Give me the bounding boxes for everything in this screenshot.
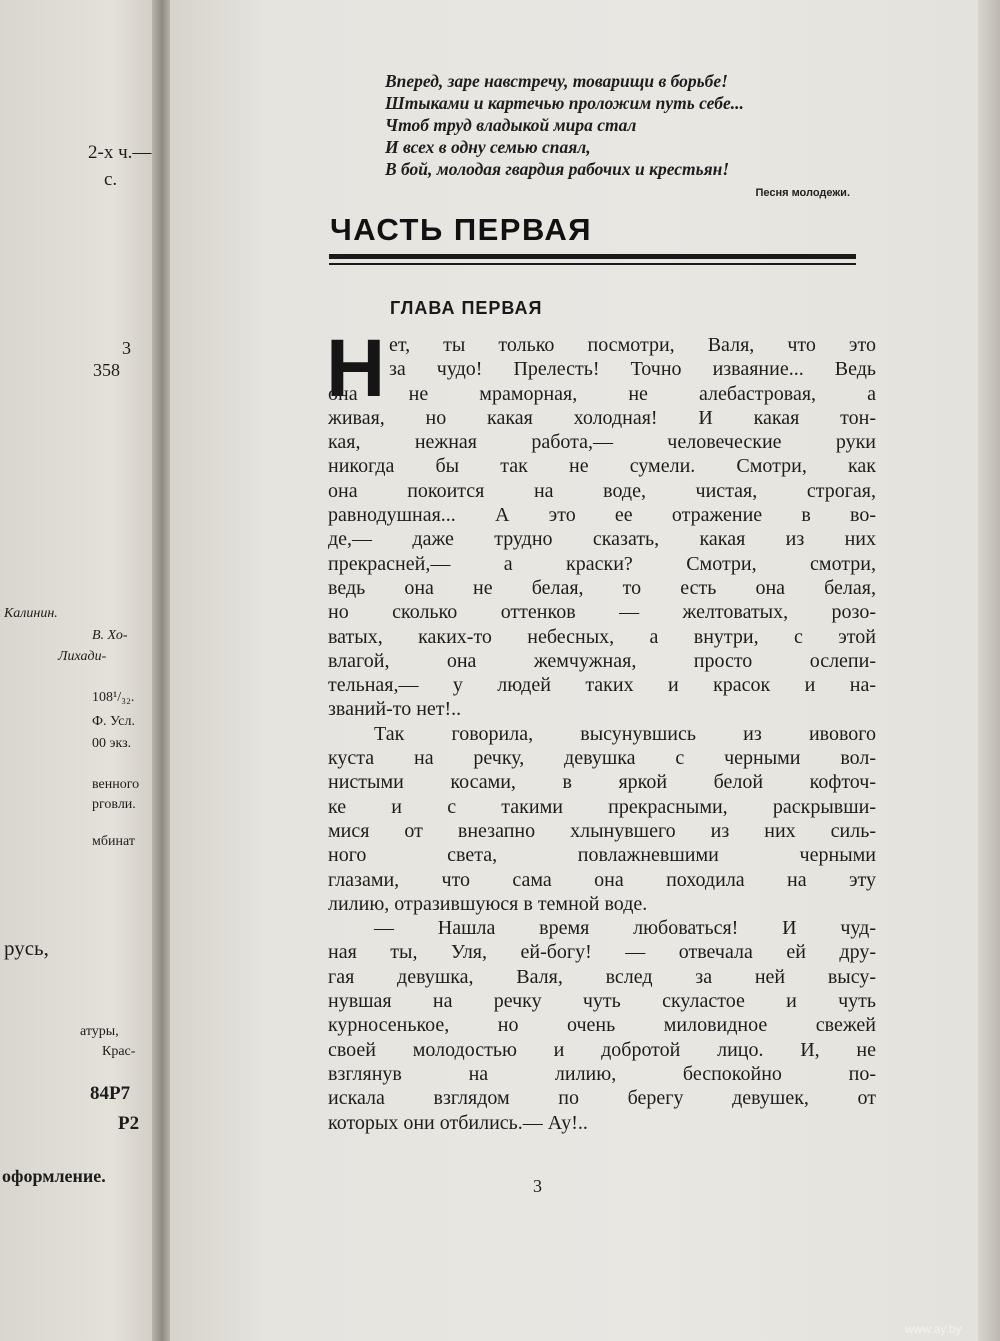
title-rule-thin — [329, 263, 856, 265]
body-line: кая, нежная работа,— человеческие руки — [328, 431, 876, 454]
left-fragment: Ф. Усл. — [92, 714, 135, 729]
body-line: де,— даже трудно сказать, какая из них — [328, 528, 876, 551]
left-fragment: атуры, — [80, 1024, 119, 1039]
drop-cap: Н — [326, 323, 386, 414]
body-line: мися от внезапно хлынувшего из них силь- — [328, 819, 876, 842]
left-fragment: Лихади- — [58, 649, 107, 664]
body-line: ного света, повлажневшими черными — [328, 844, 876, 867]
left-fragment: рговли. — [92, 797, 136, 812]
chapter-title: ГЛАВА ПЕРВАЯ — [390, 298, 543, 318]
left-fragment: 358 — [93, 360, 120, 380]
left-fragment: 84Р7 — [90, 1083, 131, 1104]
body-line: ная ты, Уля, ей-богу! — отвечала ей дру- — [328, 941, 876, 964]
body-line: искала взглядом по берегу девушек, от — [328, 1087, 876, 1110]
body-line: но сколько оттенков — желтоватых, розо- — [328, 601, 876, 624]
left-fragment: В. Хо- — [92, 628, 128, 643]
body-line: она покоится на воде, чистая, строгая, — [328, 479, 876, 502]
body-line: лилию, отразившуюся в темной воде. — [328, 892, 648, 915]
body-line: званий-то нет!.. — [328, 698, 462, 721]
left-fragment: 3 — [122, 338, 131, 358]
title-rule-thick — [329, 254, 856, 259]
body-line: нувшая на речку чуть скуластое и чуть — [328, 990, 876, 1013]
body-line: за чудо! Прелесть! Точно изваяние... Ведь — [389, 358, 876, 381]
body-line: которых они отбились.— Ау!.. — [328, 1111, 588, 1134]
body-line: своей молодостью и добротой лицо. И, не — [328, 1038, 876, 1061]
left-fragment: мбинат — [92, 834, 135, 849]
left-fragment: венного — [92, 777, 140, 792]
epigraph-source: Песня молодежи. — [755, 187, 850, 199]
part-title: ЧАСТЬ ПЕРВАЯ — [330, 212, 592, 247]
body-line: ведь она не белая, то есть она белая, — [328, 576, 876, 599]
epigraph-line: Штыками и картечью проложим путь себе... — [385, 93, 744, 113]
left-page — [0, 0, 160, 1341]
body-line: — Нашла время любоваться! И чуд- — [374, 917, 876, 940]
left-fragment: русь, — [4, 936, 49, 960]
left-fragment: оформление. — [2, 1166, 106, 1186]
watermark: www.ay.by — [905, 1322, 962, 1336]
body-line: тельная,— у людей таких и красок и на- — [328, 674, 876, 697]
body-line: взглянув на лилию, беспокойно по- — [328, 1062, 876, 1085]
body-line: ватых, каких-то небесных, а внутри, с этой — [328, 625, 876, 648]
epigraph-line: Чтоб труд владыкой мира стал — [385, 115, 637, 135]
epigraph-line: Вперед, заре навстречу, товарищи в борьбе! — [385, 71, 728, 91]
body-line: никогда бы так не сумели. Смотри, как — [328, 455, 876, 478]
body-line: ет, ты только посмотри, Валя, что это — [389, 334, 876, 356]
left-fragment: с. — [104, 169, 118, 190]
body-line: живая, но какая холодная! И какая тон- — [328, 406, 876, 429]
epigraph — [385, 70, 865, 180]
body-line: глазами, что сама она походила на эту — [328, 868, 876, 891]
body-line: прекрасней,— а краски? Смотри, смотри, — [328, 552, 876, 575]
body-line: курносенькое, но очень миловидное свежей — [328, 1014, 876, 1037]
left-fragment: Калинин. — [4, 606, 58, 621]
epigraph-line: И всех в одну семью спаял, — [385, 137, 591, 157]
body-line: Так говорила, высунувшись из ивового — [374, 722, 876, 745]
body-line: ке и с такими прекрасными, раскрывши- — [328, 795, 876, 818]
page-edge — [978, 0, 1000, 1341]
left-fragment: Р2 — [118, 1113, 140, 1134]
body-line: она не мраморная, не алебастровая, а — [328, 382, 876, 405]
left-fragment: Крас- — [102, 1044, 136, 1059]
left-fragment: 00 экз. — [92, 736, 132, 751]
left-fragment: 2-х ч.— — [88, 142, 152, 163]
body-line: гая девушка, Валя, вслед за ней высу- — [328, 965, 876, 988]
page-number: 3 — [533, 1176, 542, 1196]
body-line: куста на речку, девушка с черными вол- — [328, 747, 876, 770]
epigraph-line: В бой, молодая гвардия рабочих и крестьян! — [385, 159, 730, 179]
body-line: равнодушная... А это ее отражение в во- — [328, 504, 876, 527]
body-line: нистыми косами, в яркой белой кофточ- — [328, 771, 876, 794]
left-fragment: 108¹/₃₂. — [92, 690, 135, 705]
body-line: влагой, она жемчужная, просто ослепи- — [328, 649, 876, 672]
body-text — [326, 323, 876, 1135]
